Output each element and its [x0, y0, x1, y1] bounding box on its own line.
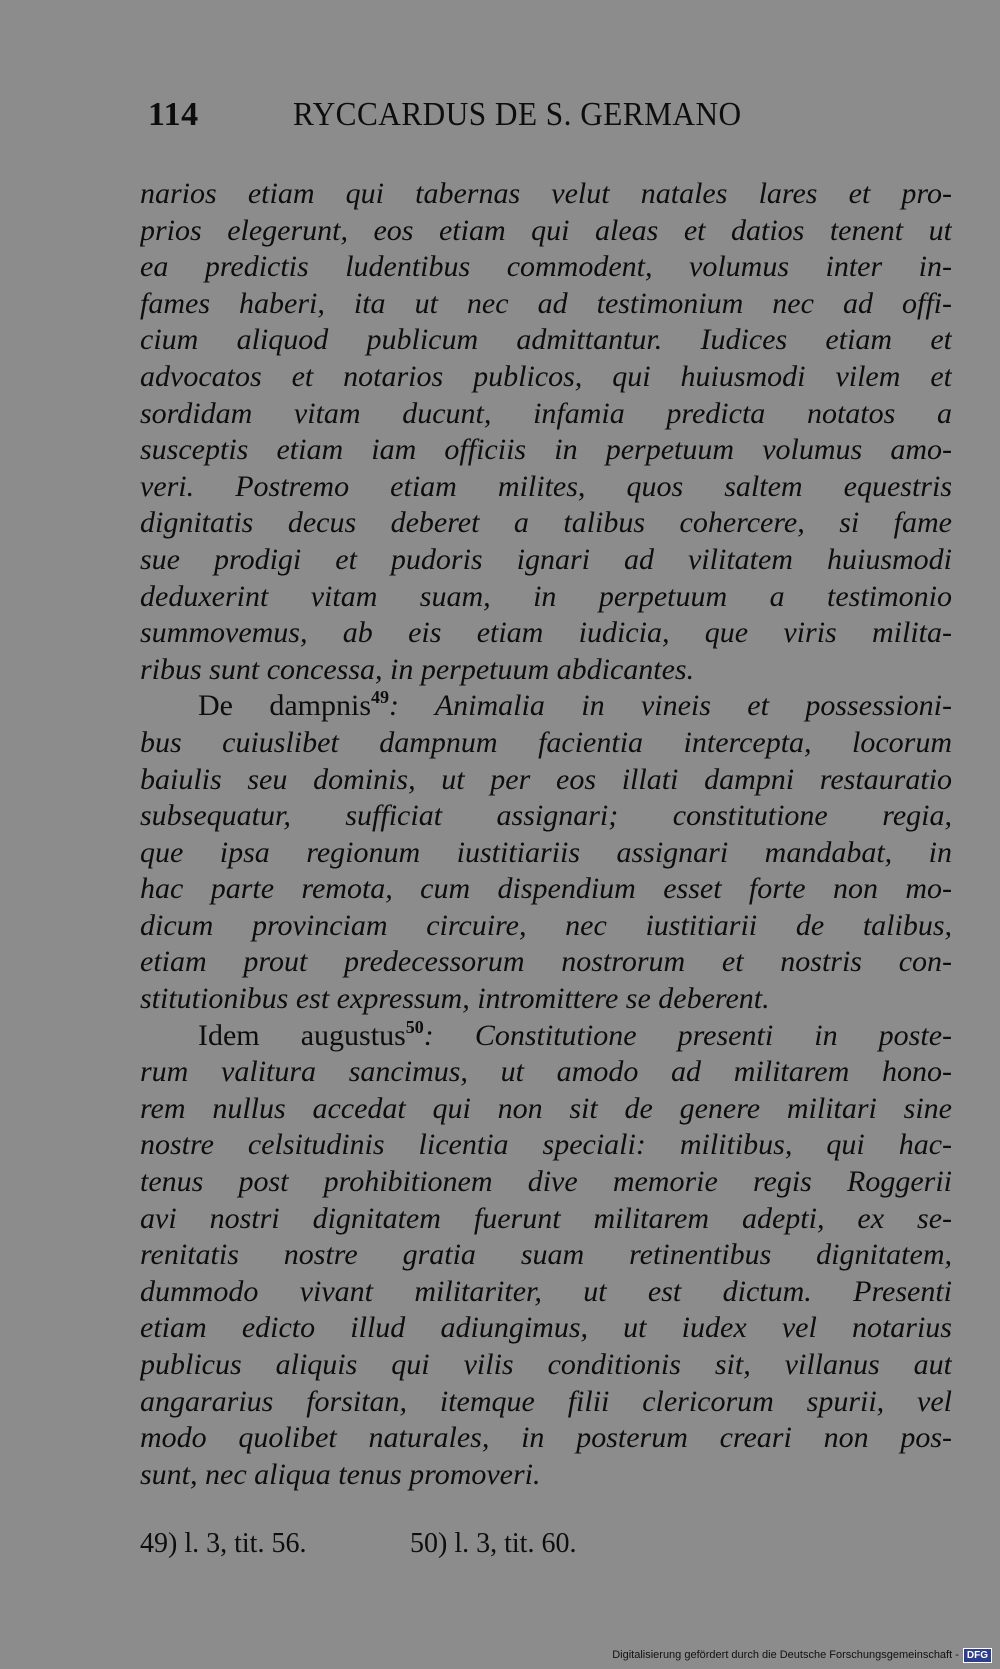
text-line: angararius forsitan, itemque filii clericorum spurii, vel: [140, 1384, 952, 1418]
main-text: [140, 176, 952, 1493]
text-line: bus cuiuslibet dampnum facientia intercepta, locorum: [140, 725, 952, 759]
footnote-ref: 49: [371, 688, 390, 708]
section-lead: De dampnis: [198, 689, 372, 723]
page-number: 114: [148, 96, 199, 133]
text-line: dignitatis decus deberet a talibus cohercere, si fame: [140, 506, 952, 540]
text-line: prios elegerunt, eos etiam qui aleas et datios tenent ut: [140, 213, 952, 247]
dfg-logo: DFG: [963, 1648, 992, 1663]
text-line: susceptis etiam iam officiis in perpetuum volumus amo-: [140, 433, 952, 467]
text-line: etiam prout predecessorum nostrorum et nostris con-: [140, 945, 952, 979]
text-line: subsequatur, sufficiat assignari; constitutione regia,: [140, 799, 952, 833]
paragraph-2: [140, 688, 952, 1017]
text-line: tenus post prohibitionem dive memorie regis Roggerii: [140, 1165, 952, 1199]
line-text: : Constitutione presenti in poste-: [423, 1018, 952, 1052]
running-title: RYCCARDUS DE S. GERMANO: [293, 96, 742, 133]
text-line: fames haberi, ita ut nec ad testimonium nec ad offi-: [140, 286, 952, 320]
text-line: publicus aliquis qui vilis conditionis sit, villanus aut: [140, 1348, 952, 1381]
text-line: advocatos et notarios publicos, qui huiusmodi vilem et: [140, 359, 952, 393]
footnote-ref: 50: [405, 1017, 424, 1037]
text-line: que ipsa regionum iustitiariis assignari mandabat, in: [140, 835, 952, 869]
text-line: sue prodigi et pudoris ignari ad vilitatem huiusmodi: [140, 542, 952, 576]
paragraph-2-first-line: [140, 688, 952, 725]
paragraph-3-first-line: [140, 1018, 952, 1055]
footnote-50: 50) l. 3, tit. 60.: [410, 1528, 577, 1559]
text-line: dummodo vivant militariter, ut est dictum. Presenti: [140, 1274, 952, 1308]
footnote-49: 49) l. 3, tit. 56.: [140, 1528, 307, 1559]
footnotes: [140, 1528, 840, 1564]
text-line: cium aliquod publicum admittantur. Iudices etiam et: [140, 323, 952, 357]
text-line: sunt, nec aliqua tenus promoveri.: [140, 1457, 541, 1491]
digitization-credit: [612, 1645, 992, 1665]
text-line: deduxerint vitam suam, in perpetuum a testimonio: [140, 579, 952, 613]
section-lead: Idem augustus: [198, 1018, 406, 1052]
text-line: hac parte remota, cum dispendium esset forte non mo-: [140, 872, 952, 906]
text-line: ribus sunt concessa, in perpetuum abdicantes.: [140, 652, 695, 686]
text-line: avi nostri dignitatem fuerunt militarem adepti, ex se-: [140, 1201, 952, 1235]
text-line: baiulis seu dominis, ut per eos illati dampni restauratio: [140, 762, 952, 796]
paragraph-3: [140, 1018, 952, 1494]
text-line: stitutionibus est expressum, intromittere se deberent.: [140, 982, 770, 1016]
text-line: modo quolibet naturales, in posterum creari non pos-: [140, 1421, 952, 1455]
text-line: renitatis nostre gratia suam retinentibus dignitatem,: [140, 1238, 952, 1272]
page-header: [148, 96, 848, 140]
paragraph-1: [140, 176, 952, 688]
text-line: etiam edicto illud adiungimus, ut iudex vel notarius: [140, 1311, 952, 1345]
text-line: sordidam vitam ducunt, infamia predicta notatos a: [140, 396, 952, 430]
text-line: ea predictis ludentibus commodent, volumus inter in-: [140, 250, 952, 284]
text-line: dicum provinciam circuire, nec iustitiarii de talibus,: [140, 908, 952, 942]
line-text: : Animalia in vineis et possessioni-: [389, 689, 952, 723]
text-line: summovemus, ab eis etiam iudicia, que viris milita-: [140, 616, 952, 650]
text-line: nostre celsitudinis licentia speciali: militibus, qui hac-: [140, 1128, 952, 1162]
text-line: rem nullus accedat qui non sit de genere militari sine: [140, 1091, 952, 1125]
text-line: rum valitura sancimus, ut amodo ad militarem hono-: [140, 1055, 952, 1089]
text-line: veri. Postremo etiam milites, quos saltem equestris: [140, 469, 952, 503]
text-line: narios etiam qui tabernas velut natales lares et pro-: [140, 177, 952, 210]
credit-text: Digitalisierung gefördert durch die Deutsche Forschungsgemeinschaft -: [612, 1649, 959, 1661]
